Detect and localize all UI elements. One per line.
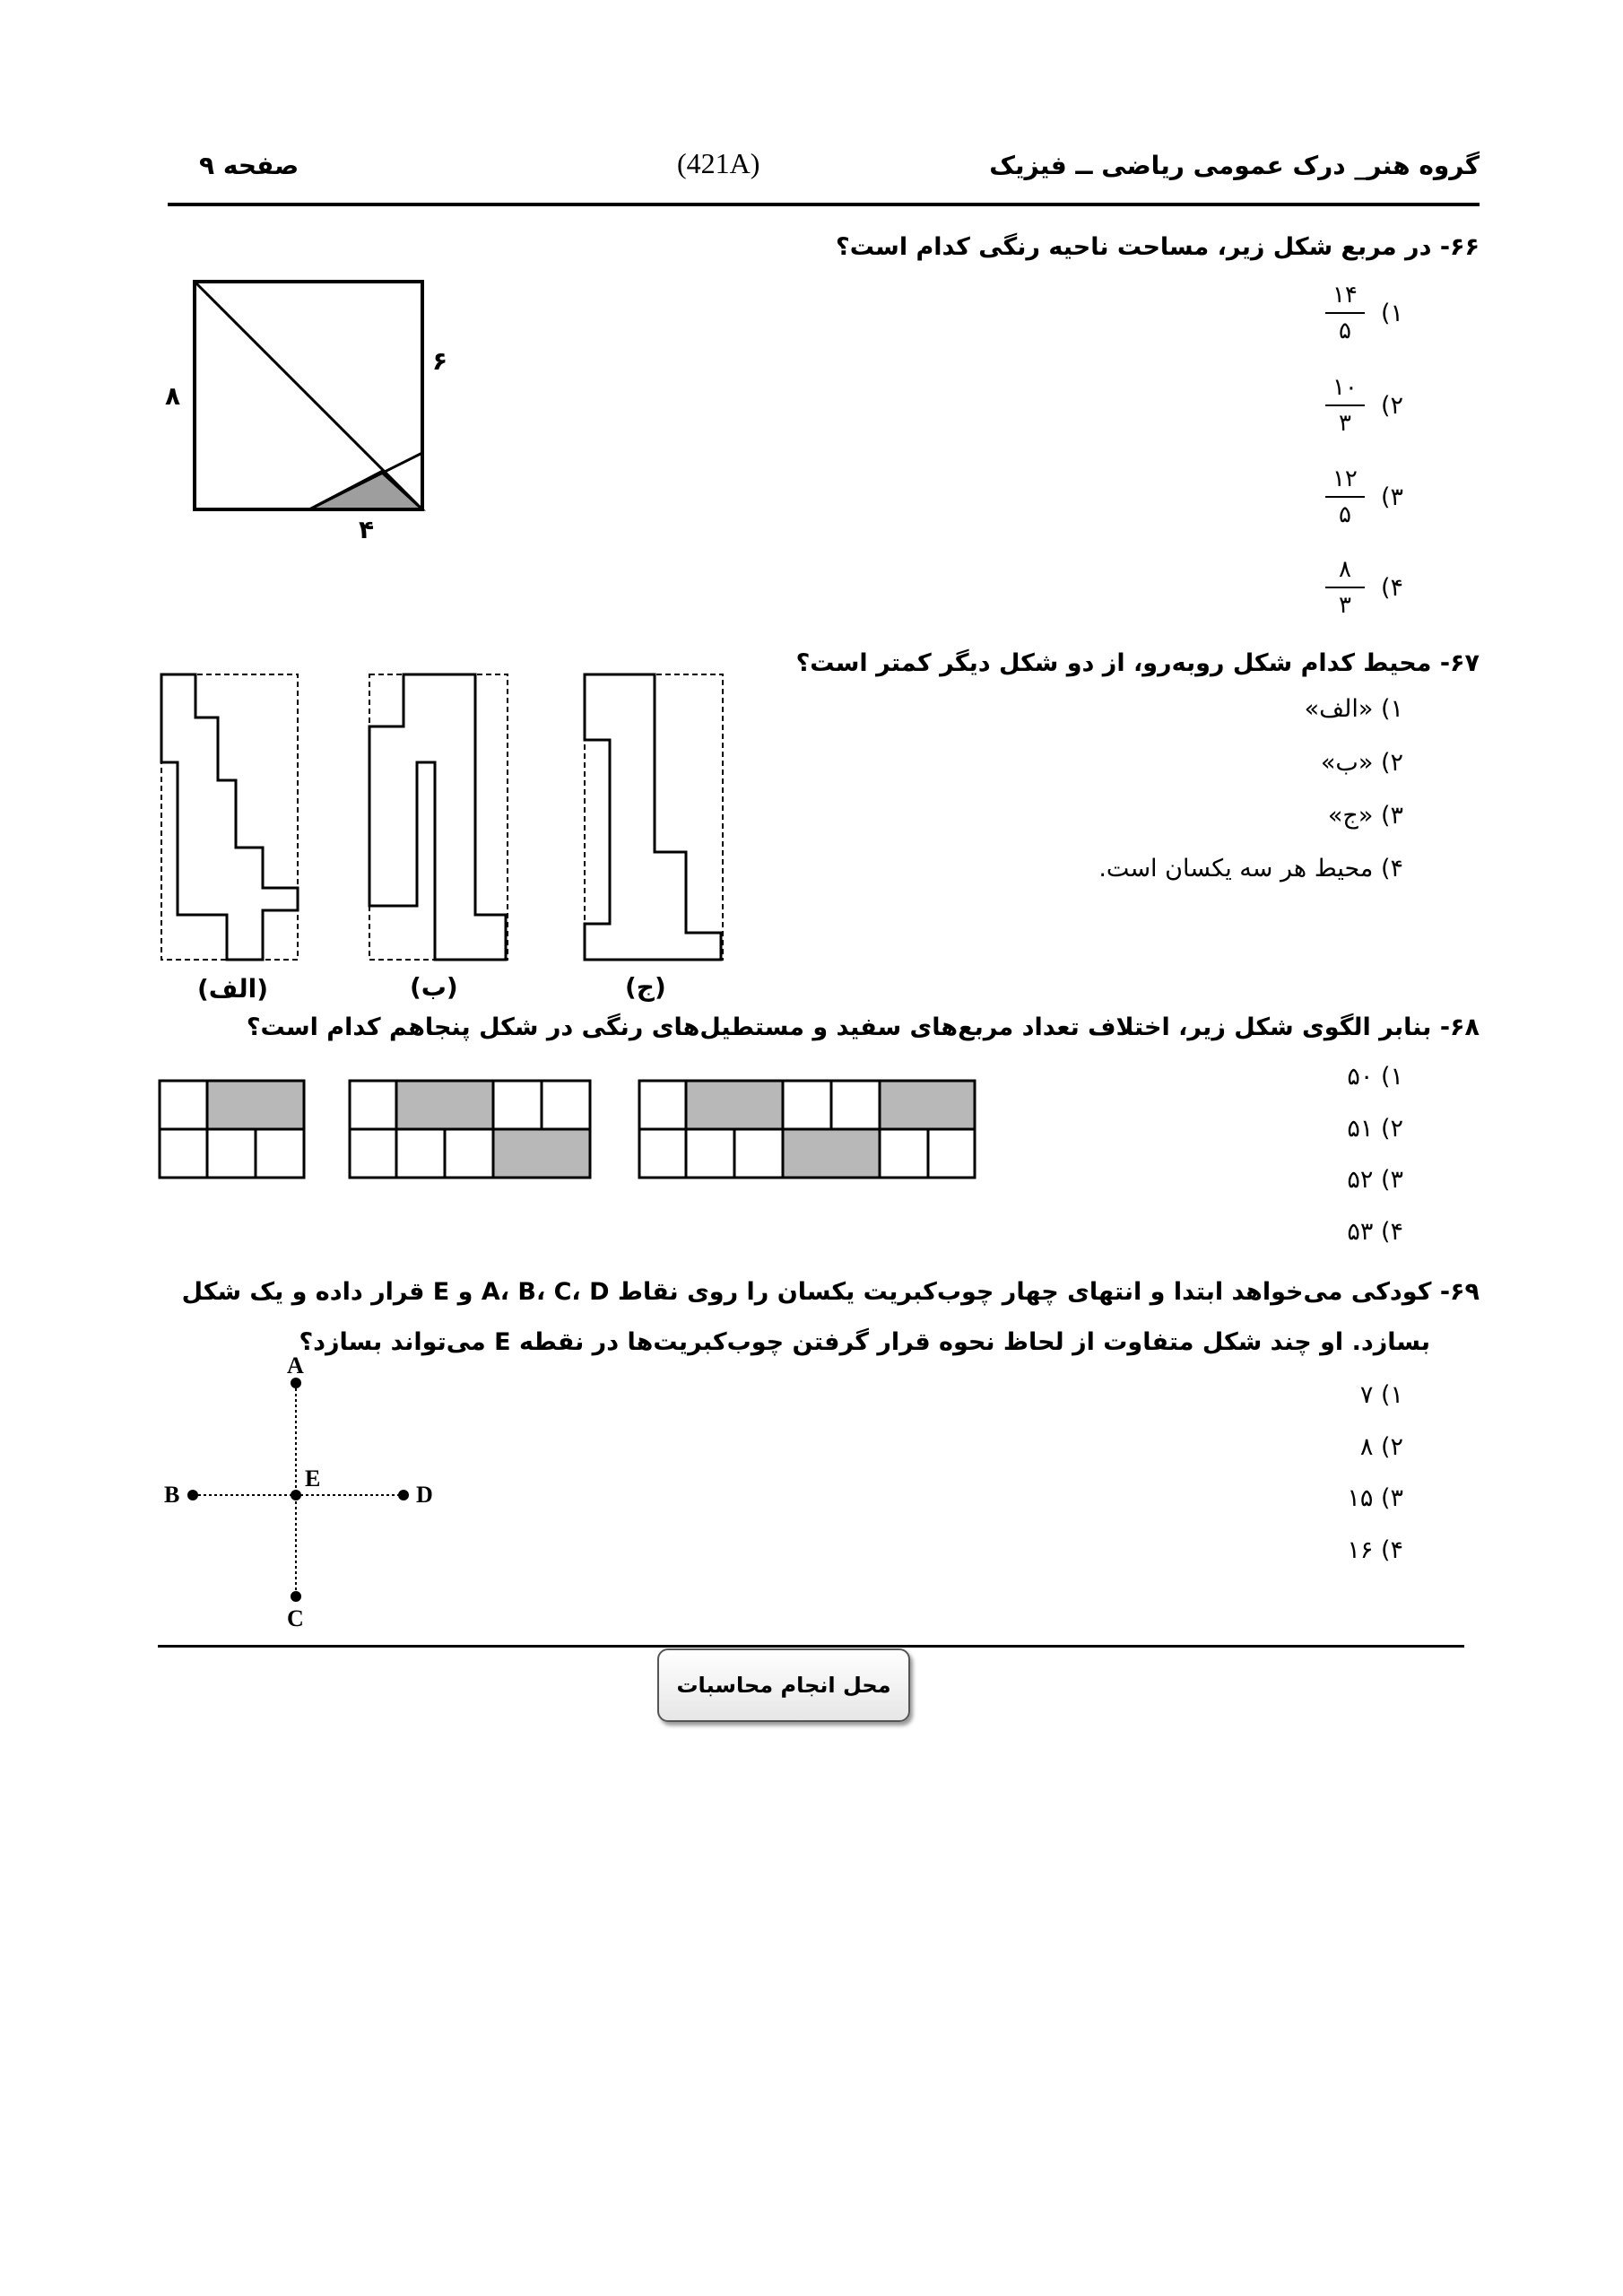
subject-title: گروه هنر_ درک عمومی ریاضی ــ فیزیک: [989, 151, 1480, 180]
option-number: ۴): [1380, 573, 1403, 602]
label-alef: (الف): [197, 974, 269, 1004]
question-69-line-1: [152, 1267, 1480, 1318]
option-number: ۲): [1380, 391, 1403, 420]
question-67: [796, 639, 1480, 689]
point-c: [291, 1591, 301, 1602]
numerator: ۱۲: [1332, 465, 1358, 492]
pattern-figures: [158, 1079, 983, 1182]
question-66: [836, 222, 1480, 273]
point-b: [187, 1490, 198, 1500]
option-68-3[interactable]: ۵۲ (۳: [1347, 1166, 1403, 1194]
option-68-4[interactable]: ۵۳ (۴: [1347, 1218, 1403, 1246]
label-b: B: [164, 1482, 180, 1508]
point-d: [398, 1490, 409, 1500]
question-number: -۶۹: [1439, 1278, 1480, 1306]
question-number: -۶۷: [1439, 649, 1480, 677]
denominator: ۵: [1338, 317, 1351, 344]
question-68: [247, 1003, 1480, 1053]
option-67-4[interactable]: ۴) محیط هر سه یکسان است.: [1098, 855, 1403, 883]
label-d: D: [416, 1482, 433, 1508]
option-69-2[interactable]: ۸ (۲: [1359, 1433, 1403, 1461]
page-number: صفحه ۹: [199, 151, 299, 180]
numerator: ۱۴: [1332, 282, 1358, 309]
option-69-1[interactable]: ۷ (۱: [1359, 1381, 1403, 1409]
question-number: -۶۶: [1439, 233, 1480, 261]
point-e: [291, 1490, 301, 1500]
question-text: محیط کدام شکل روبه‌رو، از دو شکل دیگر کمتر است؟: [795, 649, 1432, 677]
shape-jim: [583, 673, 726, 964]
label-e: E: [305, 1465, 321, 1492]
pattern-step-3: [639, 1081, 975, 1178]
option-number: ۱): [1380, 299, 1403, 327]
square-figure: [193, 280, 426, 513]
question-text: بنابر الگوی شکل زیر، اختلاف تعداد مربع‌های سفید و مستطیل‌های رنگی در شکل پنجاهم کدام است؟: [246, 1013, 1432, 1041]
option-68-1[interactable]: ۵۰ (۱: [1347, 1063, 1403, 1091]
calculation-area-button: محل انجام محاسبات: [657, 1648, 910, 1722]
label-be: (ب): [410, 972, 458, 1002]
points-figure: [188, 1381, 421, 1614]
option-66-3[interactable]: [1325, 464, 1403, 530]
question-number: -۶۸: [1439, 1013, 1480, 1041]
side-label-right: ۶: [432, 346, 448, 376]
denominator: ۳: [1338, 592, 1351, 619]
question-text-line-1: کودکی می‌خواهد ابتدا و انتهای چهار چوب‌کبریت یکسان را روی نقاط A، B، C، D و E قرار داده و یک شکل: [181, 1278, 1432, 1306]
option-67-3[interactable]: ۳) «ج»: [1327, 802, 1403, 830]
label-jim: (ج): [625, 972, 666, 1002]
option-68-2[interactable]: ۵۱ (۲: [1347, 1115, 1403, 1143]
booklet-code: (421A): [677, 147, 760, 179]
option-number: ۳): [1380, 483, 1403, 511]
option-69-4[interactable]: ۱۶ (۴: [1347, 1536, 1403, 1564]
option-66-1[interactable]: [1325, 280, 1403, 346]
option-66-4[interactable]: [1325, 554, 1403, 621]
pattern-step-2: [350, 1081, 590, 1178]
question-69-line-2: بسازد. او چند شکل متفاوت از لحاظ نحوه قرار گرفتن چوب‌کبریت‌ها در نقطه E می‌تواند بسازد؟: [299, 1328, 1430, 1356]
option-67-2[interactable]: ۲) «ب»: [1320, 749, 1403, 777]
label-c: C: [287, 1605, 304, 1631]
option-69-3[interactable]: ۱۵ (۳: [1347, 1484, 1403, 1512]
question-69: [152, 1267, 1480, 1368]
numerator: ۸: [1338, 556, 1351, 583]
side-label-bottom: ۴: [359, 515, 375, 544]
denominator: ۵: [1338, 501, 1351, 528]
footer-rule: [158, 1645, 1464, 1648]
pattern-step-1: [160, 1081, 304, 1178]
header-rule: [168, 203, 1480, 206]
question-text: در مربع شکل زیر، مساحت ناحیه رنگی کدام است؟: [836, 233, 1432, 261]
shape-alef: [160, 673, 303, 964]
shape-be: [368, 673, 511, 964]
denominator: ۳: [1338, 410, 1351, 437]
label-a: A: [287, 1352, 304, 1378]
side-label-left: ۸: [165, 381, 181, 411]
option-66-2[interactable]: [1325, 372, 1403, 439]
option-67-1[interactable]: ۱) «الف»: [1304, 695, 1403, 723]
numerator: ۱۰: [1332, 374, 1358, 401]
